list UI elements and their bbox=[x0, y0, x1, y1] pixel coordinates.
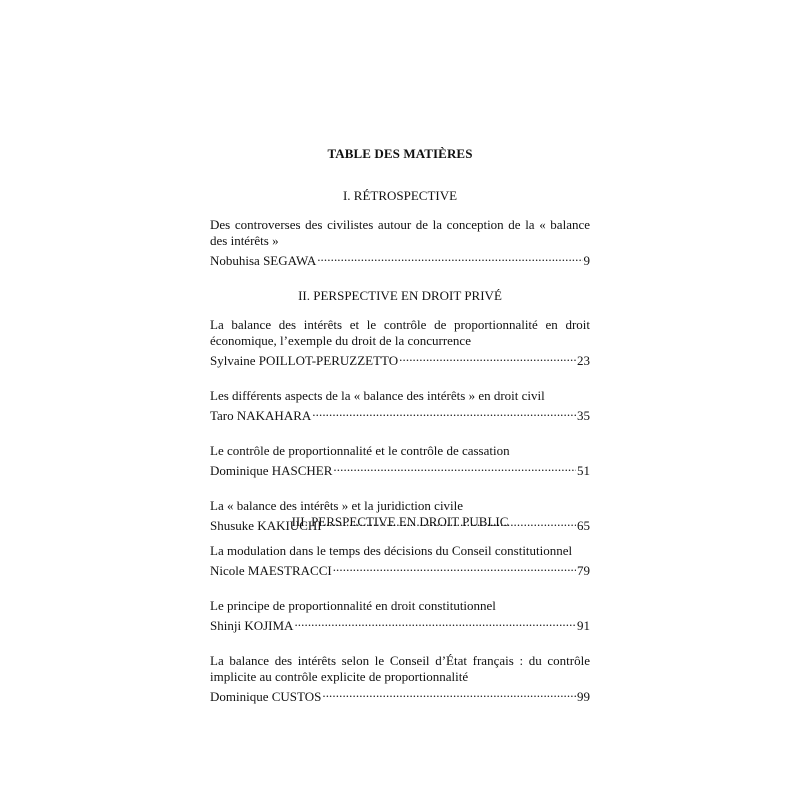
entry-author-line bbox=[210, 459, 590, 479]
entry-title: La balance des intérêts selon le Conseil d’État français : du contrôle implicite au contrôle explicite de proportionnalité bbox=[210, 653, 590, 684]
entry-page-number: 65 bbox=[577, 518, 590, 533]
entry-title: Le contrôle de proportionnalité et le contrôle de cassation bbox=[210, 443, 510, 458]
dot-leader bbox=[333, 459, 576, 475]
entry-page-number: 79 bbox=[577, 563, 590, 578]
entry-page-number: 35 bbox=[577, 408, 590, 423]
toc-entry bbox=[210, 217, 590, 269]
section-heading: I. RÉTROSPECTIVE bbox=[342, 188, 458, 203]
entry-author: Shusuke KAKIUCHI bbox=[210, 518, 322, 533]
entry-author-line bbox=[210, 404, 590, 424]
entry-title: Des controverses des civilistes autour de la conception de la « balance des intérêts » bbox=[210, 217, 590, 248]
entry-page-number: 51 bbox=[577, 463, 590, 478]
section-heading: II. PERSPECTIVE EN DROIT PRIVÉ bbox=[298, 288, 502, 303]
entry-author: Nicole MAESTRACCI bbox=[210, 563, 332, 578]
entry-author-line bbox=[210, 614, 590, 634]
toc-entry bbox=[210, 388, 590, 424]
entry-author: Dominique CUSTOS bbox=[210, 689, 322, 704]
entry-author: Dominique HASCHER bbox=[210, 463, 333, 478]
entry-author-line bbox=[210, 559, 590, 579]
toc-section-droit-public bbox=[210, 514, 590, 724]
toc-entry bbox=[210, 598, 590, 634]
toc-entry bbox=[210, 443, 590, 479]
dot-leader bbox=[399, 349, 576, 365]
entry-title: La « balance des intérêts » et la juridiction civile bbox=[210, 498, 464, 513]
entry-author-line bbox=[210, 249, 590, 269]
page-title: TABLE DES MATIÈRES bbox=[327, 146, 473, 161]
entry-title: Le principe de proportionnalité en droit constitutionnel bbox=[210, 598, 496, 613]
entry-page-number: 9 bbox=[583, 253, 590, 268]
entry-page-number: 91 bbox=[577, 618, 590, 633]
section-heading: III. PERSPECTIVE EN DROIT PUBLIC bbox=[291, 514, 509, 529]
toc-section-retrospective bbox=[210, 188, 590, 288]
entry-author: Nobuhisa SEGAWA bbox=[210, 253, 317, 268]
dot-leader bbox=[312, 404, 576, 420]
entry-author-line bbox=[210, 685, 590, 705]
dot-leader bbox=[333, 559, 576, 575]
entry-author: Taro NAKAHARA bbox=[210, 408, 312, 423]
entry-author-line bbox=[210, 349, 590, 369]
toc-entry bbox=[210, 653, 590, 705]
entry-author: Shinji KOJIMA bbox=[210, 618, 294, 633]
entry-author: Sylvaine POILLOT-PERUZZETTO bbox=[210, 353, 399, 368]
entry-title: La balance des intérêts et le contrôle de proportionnalité en droit économique, l’exemple du droit de la concurrence bbox=[210, 317, 590, 348]
entry-title: La modulation dans le temps des décisions du Conseil constitutionnel bbox=[210, 543, 573, 558]
dot-leader bbox=[317, 249, 582, 265]
document-page bbox=[210, 0, 590, 800]
dot-leader bbox=[322, 685, 576, 701]
dot-leader bbox=[294, 614, 576, 630]
toc-entry bbox=[210, 317, 590, 369]
toc-entry bbox=[210, 543, 590, 579]
entry-title: Les différents aspects de la « balance des intérêts » en droit civil bbox=[210, 388, 545, 403]
entry-page-number: 23 bbox=[577, 353, 590, 368]
entry-page-number: 99 bbox=[577, 689, 590, 704]
